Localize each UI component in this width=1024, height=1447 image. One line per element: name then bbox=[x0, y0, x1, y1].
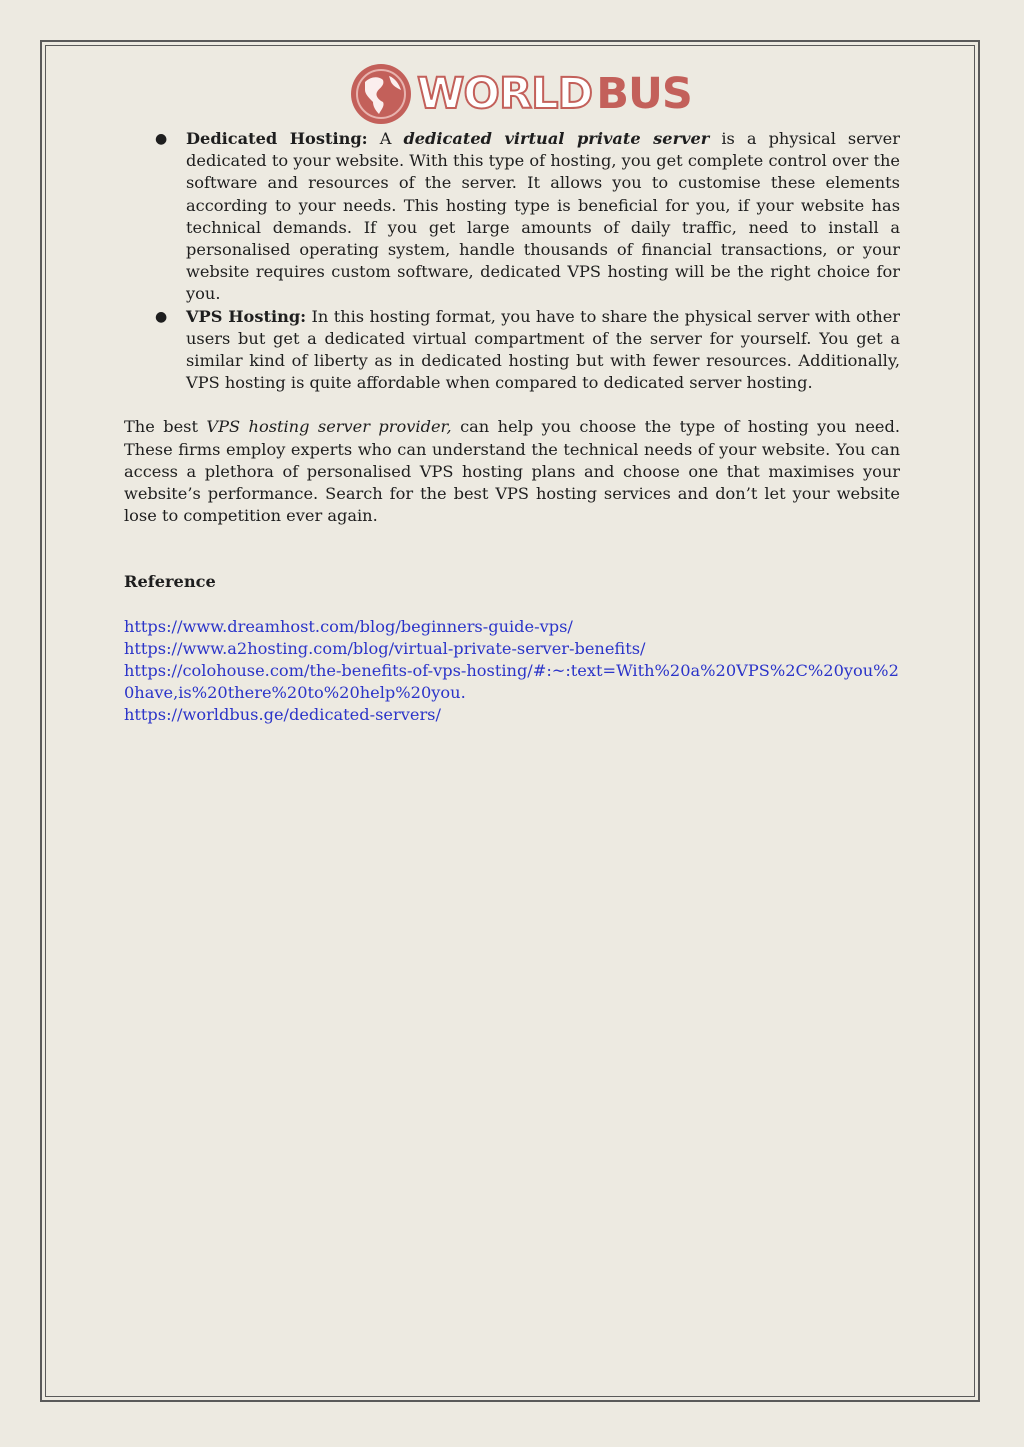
paragraph-emphasis: VPS hosting server provider, bbox=[206, 417, 452, 437]
bullet-text: In this hosting format, you have to share the physical server with other users but get a dedicated virtual compartment of the server for yourself. You get a similar kind of liberty as in dedicated hosting but with fewer resources. Additionally, VPS hosting is quite affordable when compared to dedicated server hosting. bbox=[186, 306, 901, 393]
bullet-icon: ● bbox=[155, 308, 168, 325]
reference-link[interactable]: https://worldbus.ge/dedicated-servers/ bbox=[124, 705, 441, 725]
reference-heading: Reference bbox=[124, 572, 216, 592]
body-paragraph bbox=[124, 416, 900, 527]
worldbus-logo bbox=[349, 60, 692, 128]
reference-links bbox=[124, 616, 900, 727]
reference-link-tail: . bbox=[460, 683, 466, 703]
paragraph-pre: The best bbox=[124, 417, 207, 437]
bullet-text: is a physical server dedicated to your website. With this type of hosting, you get complete control over the software and resources of the server. It allows you to customise these elements according to your needs. This hosting type is beneficial for you, if your website has technical demands. If you get large amounts of daily traffic, need to install a personalised operating system, handle thousands of financial transactions, or your website requires custom software, dedicated VPS hosting will be the right choice for you. bbox=[186, 129, 901, 304]
bullet-label: Dedicated Hosting: bbox=[186, 129, 368, 148]
reference-link[interactable] bbox=[124, 660, 900, 704]
bullet-icon: ● bbox=[155, 131, 168, 147]
list-item-vps-hosting bbox=[124, 306, 900, 395]
paragraph-text: can help you choose the type of hosting you need. These firms employ experts who can understand the technical needs of your website. You can access a plethora of personalised VPS hosting plans and choose one that maximises your website’s performance. Search for the best VPS hosting services and don’t let your website lose to competition ever again. bbox=[124, 417, 900, 526]
reference-link-text: https://colohouse.com/the-benefits-of-vps-hosting/#:~:text=With%20a%20VPS%2C%20you%20have,is%20there%20to%20help%20you bbox=[124, 661, 899, 703]
list-item-dedicated-hosting bbox=[124, 128, 900, 306]
hosting-types-list bbox=[124, 128, 900, 394]
logo-word-world: WORLD bbox=[417, 68, 593, 119]
globe-icon bbox=[349, 62, 413, 126]
bullet-emphasis: dedicated virtual private server bbox=[403, 129, 710, 148]
reference-link[interactable]: https://www.dreamhost.com/blog/beginners-guide-vps/ bbox=[124, 616, 573, 636]
bullet-pre: A bbox=[367, 129, 404, 148]
document-body bbox=[124, 128, 900, 727]
logo-word-bus: BUS bbox=[596, 68, 692, 119]
bullet-label: VPS Hosting: bbox=[186, 306, 307, 326]
reference-link[interactable]: https://www.a2hosting.com/blog/virtual-private-server-benefits/ bbox=[124, 638, 646, 658]
